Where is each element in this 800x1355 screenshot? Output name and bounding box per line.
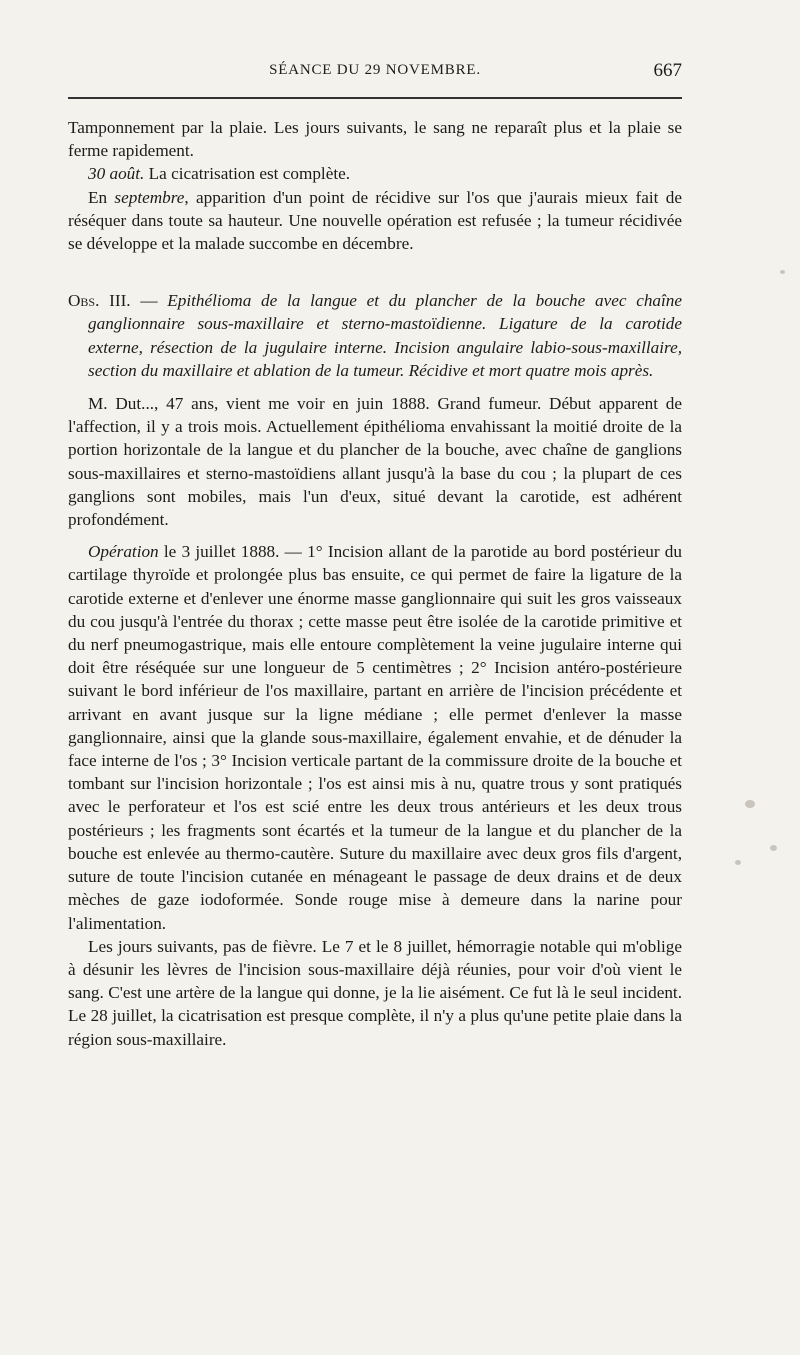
header-rule — [68, 97, 682, 99]
paragraph-3-text: , apparition d'un point de récidive sur l'os que j'aurais mieux fait de réséquer dans toute sa hauteur. Une nouvelle opération est refusée ; la tumeur récidivée se développe et la malade succombe en décembre. — [68, 187, 683, 254]
paragraph-2 — [68, 162, 682, 185]
observation-label: Obs. III. — [68, 291, 131, 311]
page-number: 667 — [653, 60, 682, 81]
paragraph-5 — [68, 540, 682, 934]
paragraph-3 — [68, 186, 682, 256]
section-gap — [68, 255, 682, 289]
paragraph-6: Les jours suivants, pas de fièvre. Le 7 et le 8 juillet, hémorragie notable qui m'oblige à désunir les lèvres de l'incision sous-maxillaire déjà réunies, pour voir d'où vient le sang. C'est une artère de la langue qui donne, je la lie aisément. Ce fut là le seul incident. Le 28 juillet, la cicatrisation est presque complète, il n'y a plus qu'une petite plaie dans la région sous-maxillaire. — [68, 936, 682, 1049]
paragraph-5-text: le 3 juillet 1888. — 1° Incision allant de la parotide au bord postérieur du cartilage thyroïde et prolongée plus bas ensuite, ce qui permet de faire la ligature de la carotide externe et d'enlever une énorme masse ganglionnaire qui suit les gros vaisseaux du cou jusqu'à l'entrée du thorax ; cette masse peut être isolée de la carotide primitive et du nerf pneumogastrique, mais elle entoure complètement la veine jugulaire interne qui doit être réséquée sur une longueur de 5 centimètres ; 2° Incision antéro-postérieure suivant le bord inférieur de l'os maxillaire, partant en arrière de l'incision précédente et arrivant en avant jusque sur la ligne médiane ; elle permet d'enlever la masse ganglionnaire, ainsi que la glande sous-maxillaire, également envahie, et de dénuder la face interne de l'os ; 3° Incision verticale partant de la commissure droite de la bouche et tombant sur l'incision horizontale ; l'os est ainsi mis à nu, quatre trous y sont pratiqués avec le perforateur et l'os est scié entre les deux trous antérieurs et les deux trous postérieurs ; les fragments sont écartés et la tumeur de la langue et du plancher de la bouche est enlevée au thermo-cautère. Suture du maxillaire avec deux gros fils d'argent, suture de toute l'incision cutanée en ménageant le passage de deux drains et de deux mèches de gaze iodoformée. Sonde rouge mise à demeure dans la narine pour l'alimentation. — [68, 542, 682, 933]
observation-heading — [68, 289, 682, 382]
running-header — [68, 62, 682, 86]
paragraph-gap — [68, 531, 682, 540]
paper-speck — [770, 845, 777, 851]
page-body — [68, 116, 682, 1051]
operation-label: Opération — [88, 542, 159, 562]
observation-dash: — — [130, 291, 168, 311]
running-title: SÉANCE DU 29 NOVEMBRE. — [269, 62, 481, 78]
date-aout: 30 août. — [88, 164, 145, 184]
paper-speck — [735, 860, 741, 865]
paper-speck — [745, 800, 755, 808]
month-septembre: septembre — [114, 187, 185, 207]
paper-speck — [780, 270, 785, 274]
paragraph-1: Tamponnement par la plaie. Les jours suivants, le sang ne reparaît plus et la plaie se ferme rapidement. — [68, 118, 682, 161]
paragraph-3-start: En — [88, 187, 115, 207]
observation-title: Epithélioma de la langue et du plancher de la bouche avec chaîne ganglionnaire sous-maxillaire et sterno-mastoïdienne. Ligature de la carotide externe, résection de la jugulaire interne. Incision angulaire labio-sous-maxillaire, section du maxillaire et ablation de la tumeur. Récidive et mort quatre mois après. — [88, 291, 683, 380]
paragraph-4: M. Dut..., 47 ans, vient me voir en juin 1888. Grand fumeur. Début apparent de l'affection, il y a trois mois. Actuellement épithélioma envahissant la moitié droite de la portion horizontale de la langue et du plancher de la bouche, avec chaîne de ganglions sous-maxillaires et sterno-mastoïdiens allant jusqu'à la base du cou ; la plupart de ces ganglions sont mobiles, mais l'un d'eux, situé devant la carotide, est adhérent profondément. — [68, 394, 682, 530]
paragraph-2-text: La cicatrisation est complète. — [144, 164, 351, 184]
heading-gap — [68, 382, 682, 392]
